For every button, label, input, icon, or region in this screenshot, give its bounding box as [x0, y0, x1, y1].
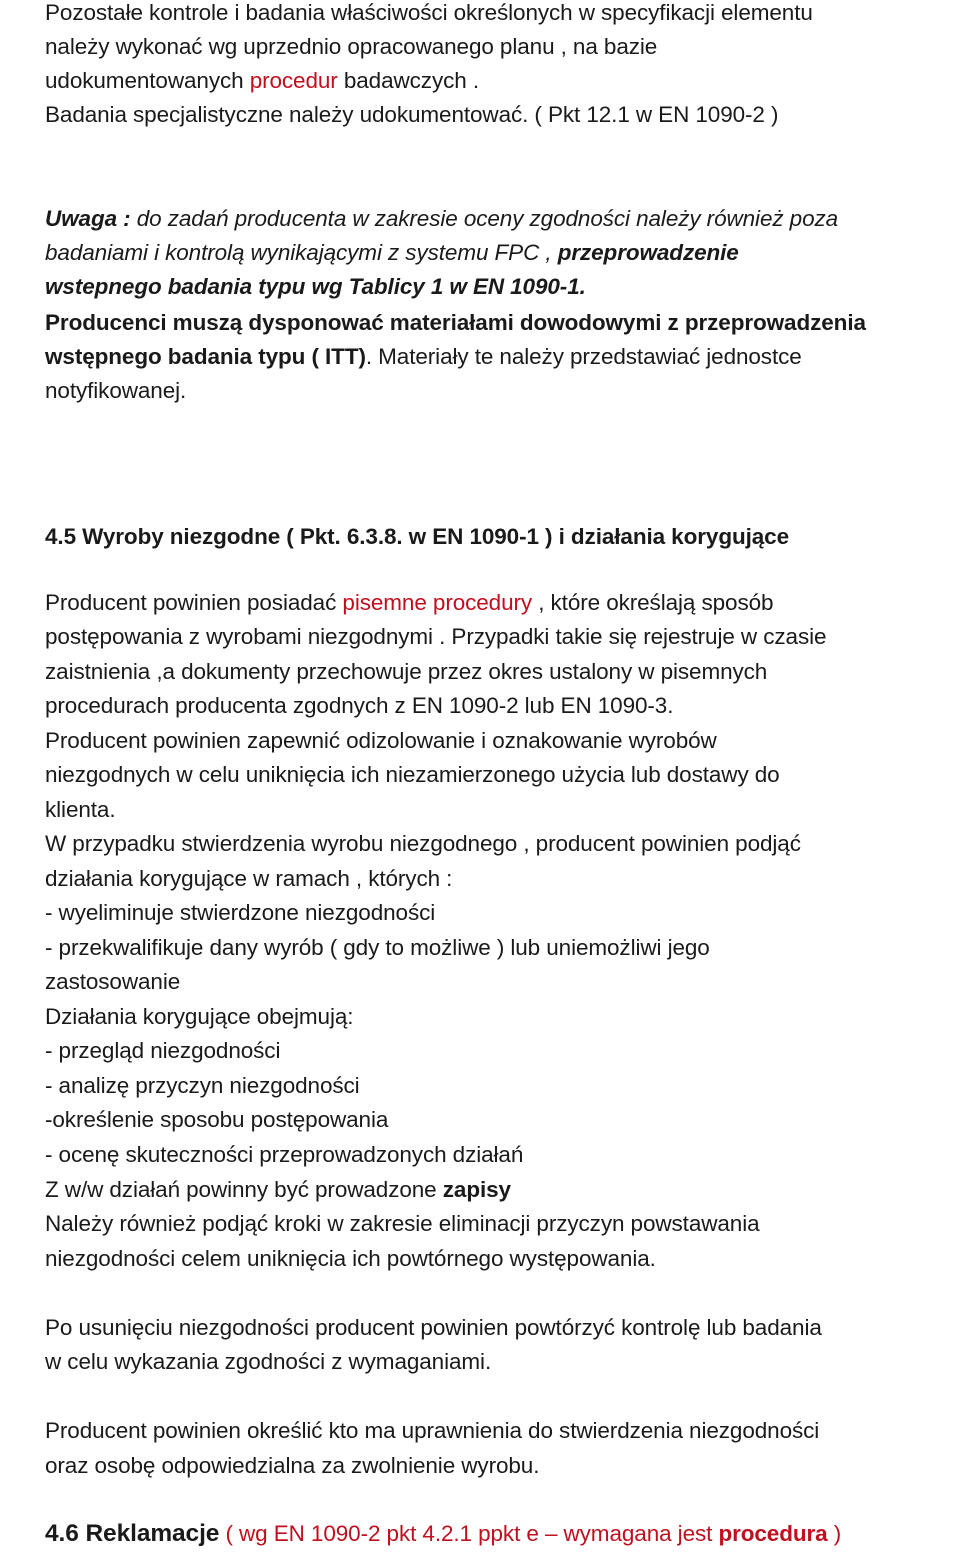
- uwaga-line-3: wstepnego badania typu wg Tablicy 1 w EN 1090-1.: [45, 274, 586, 299]
- section-4-6-title: 4.6 Reklamacje: [45, 1520, 220, 1547]
- s45-line-24: oraz osobę odpowiedzialna za zwolnienie wyrobu.: [45, 1453, 540, 1478]
- zapisy-emphasis: zapisy: [442, 1177, 511, 1202]
- s45-line-17: - ocenę skuteczności przeprowadzonych działań: [45, 1142, 524, 1167]
- uwaga-line-4: Producenci muszą dysponować materiałami dowodowymi z przeprowadzenia: [45, 310, 866, 335]
- s45-line-20: niezgodności celem uniknięcia ich powtórnego występowania.: [45, 1246, 656, 1271]
- s45-line-6: niezgodnych w celu uniknięcia ich niezamierzonego użycia lub dostawy do: [45, 762, 780, 787]
- s45-line-21: Po usunięciu niezgodności producent powinien powtórzyć kontrolę lub badania: [45, 1315, 822, 1340]
- pisemne-procedury-highlight: pisemne procedury: [342, 590, 533, 615]
- uwaga-line-1: Uwaga : do zadań producenta w zakresie oceny zgodności należy również poza: [45, 206, 839, 231]
- s45-line-13: Działania korygujące obejmują:: [45, 1004, 354, 1029]
- s45-line-10: - wyeliminuje stwierdzone niezgodności: [45, 900, 436, 925]
- s45-line-11: - przekwalifikuje dany wyrób ( gdy to możliwe ) lub uniemożliwi jego: [45, 935, 710, 960]
- uwaga-line-2: badaniami i kontrolą wynikającymi z systemu FPC , przeprowadzenie: [45, 240, 739, 265]
- top-line-4: Badania specjalistyczne należy udokumentować. ( Pkt 12.1 w EN 1090-2 ): [45, 102, 779, 127]
- uwaga-line-5: wstępnego badania typu ( ITT). Materiały te należy przedstawiać jednostce: [45, 344, 802, 369]
- s45-line-23: Producent powinien określić kto ma uprawnienia do stwierdzenia niezgodności: [45, 1418, 820, 1443]
- section-4-5-heading: 4.5 Wyroby niezgodne ( Pkt. 6.3.8. w EN 1090-1 ) i działania korygujące: [45, 524, 789, 549]
- procedura-emphasis: procedura: [718, 1521, 828, 1546]
- s45-line-9: działania korygujące w ramach , których :: [45, 866, 453, 891]
- procedur-highlight: procedur: [249, 68, 338, 93]
- s45-line-4: procedurach producenta zgodnych z EN 1090-2 lub EN 1090-3.: [45, 693, 674, 718]
- s45-line-12: zastosowanie: [45, 969, 181, 994]
- top-line-3: udokumentowanych procedur badawczych .: [45, 68, 479, 93]
- uwaga-label: Uwaga :: [45, 206, 131, 231]
- s45-line-2: postępowania z wyrobami niezgodnymi . Przypadki takie się rejestruje w czasie: [45, 624, 827, 649]
- s45-line-22: w celu wykazania zgodności z wymaganiami.: [45, 1349, 492, 1374]
- section-4-6-reference: ( wg EN 1090-2 pkt 4.2.1 ppkt e – wymagana jest: [219, 1521, 719, 1546]
- section-4-6-heading: 4.6 Reklamacje ( wg EN 1090-2 pkt 4.2.1 ppkt e – wymagana jest procedura ): [45, 1520, 842, 1547]
- top-line-2: należy wykonać wg uprzednio opracowanego planu , na bazie: [45, 34, 658, 59]
- s45-line-7: klienta.: [45, 797, 116, 822]
- s45-line-14: - przegląd niezgodności: [45, 1038, 281, 1063]
- uwaga-line-6: notyfikowanej.: [45, 378, 187, 403]
- s45-line-8: W przypadku stwierdzenia wyrobu niezgodnego , producent powinien podjąć: [45, 831, 801, 856]
- top-line-1: Pozostałe kontrole i badania właściwości określonych w specyfikacji elementu: [45, 0, 813, 25]
- s45-line-5: Producent powinien zapewnić odizolowanie i oznakowanie wyrobów: [45, 728, 717, 753]
- s45-line-16: -określenie sposobu postępowania: [45, 1107, 389, 1132]
- s45-line-18: Z w/w działań powinny być prowadzone zapisy: [45, 1177, 511, 1202]
- s45-line-15: - analizę przyczyn niezgodności: [45, 1073, 360, 1098]
- s45-line-19: Należy również podjąć kroki w zakresie eliminacji przyczyn powstawania: [45, 1211, 760, 1236]
- s45-line-3: zaistnienia ,a dokumenty przechowuje przez okres ustalony w pisemnych: [45, 659, 768, 684]
- s45-line-1: Producent powinien posiadać pisemne procedury , które określają sposób: [45, 590, 774, 615]
